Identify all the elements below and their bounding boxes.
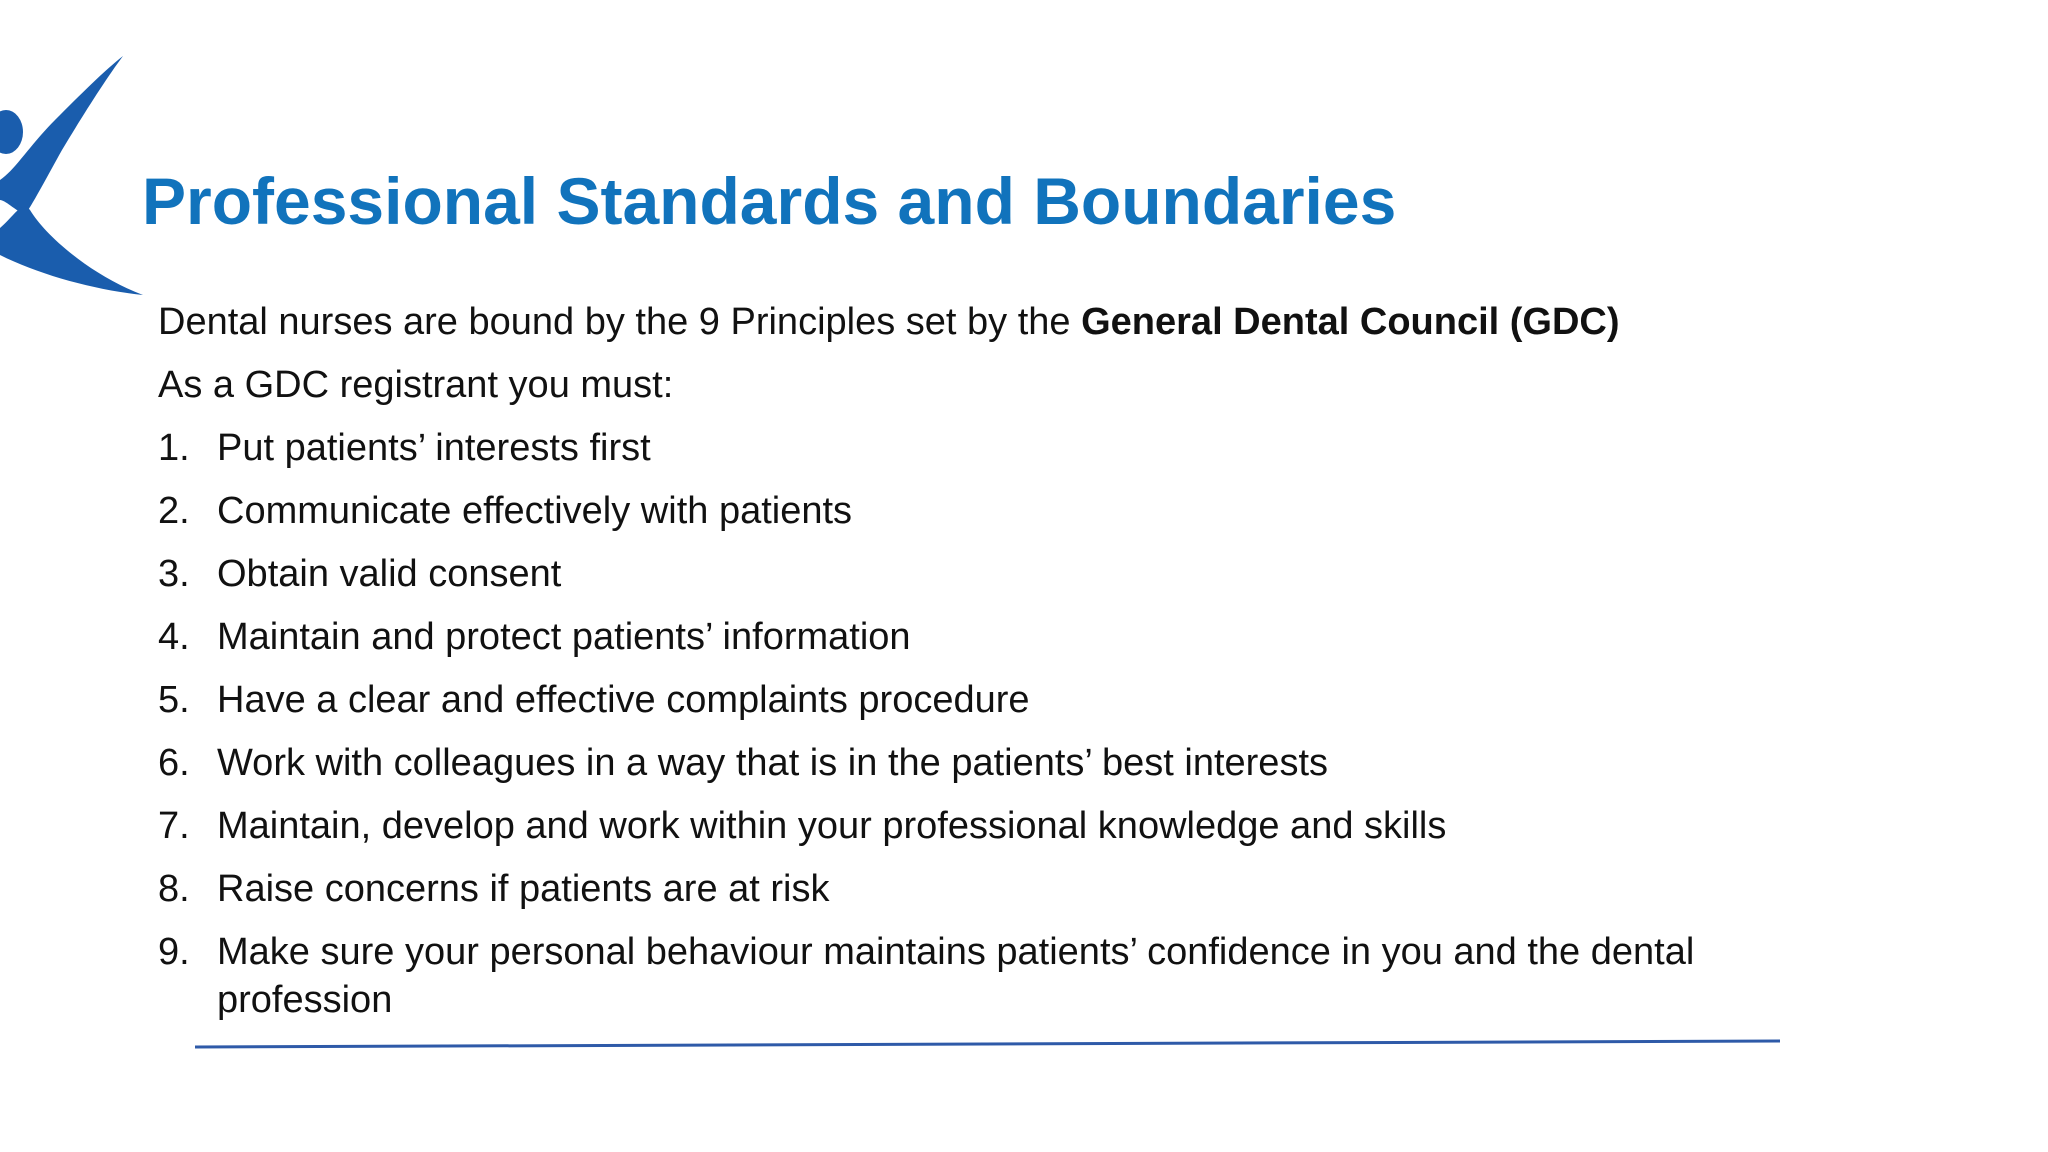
intro-bold-gdc: General Dental Council (GDC) — [1081, 301, 1620, 343]
list-item — [158, 928, 1878, 1024]
list-text: Raise concerns if patients are at risk — [217, 868, 830, 910]
principles-list — [158, 424, 1878, 1024]
list-number: 2. — [158, 490, 190, 532]
list-text: Maintain, develop and work within your professional knowledge and skills — [217, 805, 1447, 847]
list-number: 3. — [158, 553, 190, 595]
list-number: 5. — [158, 679, 190, 721]
list-item — [158, 550, 1878, 598]
list-number: 4. — [158, 616, 190, 658]
list-number: 6. — [158, 742, 190, 784]
intro-text: Dental nurses are bound by the 9 Principles set by the — [158, 301, 1082, 343]
list-number: 8. — [158, 868, 190, 910]
list-text: Obtain valid consent — [217, 553, 562, 595]
list-item — [158, 676, 1878, 724]
list-item — [158, 802, 1878, 850]
list-item — [158, 487, 1878, 535]
list-item — [158, 865, 1878, 913]
list-text: Maintain and protect patients’ information — [217, 616, 911, 658]
lead-paragraph: As a GDC registrant you must: — [158, 364, 674, 406]
slide-title: Professional Standards and Boundaries — [142, 164, 1397, 238]
list-number: 1. — [158, 427, 190, 469]
list-text: Put patients’ interests first — [217, 427, 651, 469]
slide-content — [158, 298, 1878, 1039]
intro-paragraph — [158, 298, 1878, 346]
list-number: 9. — [158, 931, 190, 973]
list-item — [158, 739, 1878, 787]
list-text: Make sure your personal behaviour maintains patients’ confidence in you and the dental profession — [217, 931, 1695, 1021]
list-text: Communicate effectively with patients — [217, 490, 853, 532]
list-text: Work with colleagues in a way that is in the patients’ best interests — [217, 742, 1328, 784]
list-item — [158, 613, 1878, 661]
person-swoosh-icon — [0, 50, 150, 300]
list-text: Have a clear and effective complaints procedure — [217, 679, 1030, 721]
list-item — [158, 424, 1878, 472]
list-number: 7. — [158, 805, 190, 847]
